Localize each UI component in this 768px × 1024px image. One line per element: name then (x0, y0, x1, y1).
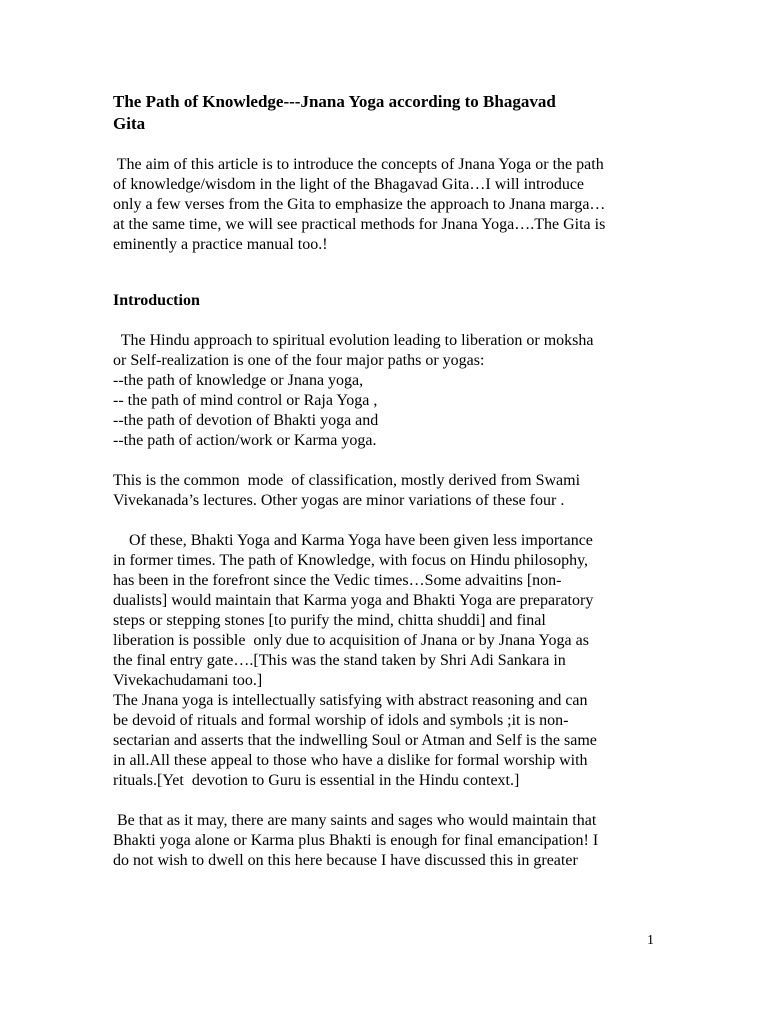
text-line: dualists] would maintain that Karma yoga and Bhakti Yoga are preparatory (113, 592, 594, 609)
text-line: only a few verses from the Gita to emphasize the approach to Jnana marga… (113, 196, 606, 213)
text-line: eminently a practice manual too.! (113, 236, 328, 253)
text-line: The Jnana yoga is intellectually satisfying with abstract reasoning and can (113, 692, 588, 709)
text-line: steps or stepping stones [to purify the mind, chitta shuddi] and final (113, 612, 546, 629)
text-line: Of these, Bhakti Yoga and Karma Yoga have been given less importance (113, 532, 593, 549)
text-line: This is the common mode of classification, mostly derived from Swami (113, 472, 581, 489)
title-line: The Path of Knowledge---Jnana Yoga according to Bhagavad (113, 92, 556, 111)
paragraph (113, 531, 653, 791)
intro-paragraph (113, 155, 653, 255)
text-line: do not wish to dwell on this here because I have discussed this in greater (113, 852, 578, 869)
text-line: rituals.[Yet devotion to Guru is essential in the Hindu context.] (113, 772, 520, 789)
text-line: Bhakti yoga alone or Karma plus Bhakti is enough for final emancipation! I (113, 832, 599, 849)
text-line: Be that as it may, there are many saints and sages who would maintain that (113, 812, 597, 829)
text-line: the final entry gate….[This was the stand taken by Shri Adi Sankara in (113, 652, 566, 669)
section-heading: Introduction (113, 292, 200, 309)
text-line: Vivekachudamani too.] (113, 672, 263, 689)
text-line: -- the path of mind control or Raja Yoga , (113, 392, 378, 409)
paragraph (113, 471, 653, 511)
text-line: The aim of this article is to introduce the concepts of Jnana Yoga or the path (113, 156, 604, 173)
text-line: in former times. The path of Knowledge, with focus on Hindu philosophy, (113, 552, 589, 569)
text-line: --the path of action/work or Karma yoga. (113, 432, 377, 449)
text-line: or Self-realization is one of the four major paths or yogas: (113, 352, 485, 369)
text-line: in all.All these appeal to those who have a dislike for formal worship with (113, 752, 588, 769)
text-line: be devoid of rituals and formal worship of idols and symbols ;it is non- (113, 712, 569, 729)
text-line: --the path of devotion of Bhakti yoga and (113, 412, 379, 429)
text-line: liberation is possible only due to acquisition of Jnana or by Jnana Yoga as (113, 632, 589, 649)
text-line: has been in the forefront since the Vedic times…Some advaitins [non- (113, 572, 562, 589)
paragraph (113, 811, 653, 871)
text-line: Vivekanada’s lectures. Other yogas are minor variations of these four . (113, 492, 565, 509)
document-body (113, 91, 653, 871)
document-title (113, 91, 653, 135)
page-number: 1 (647, 933, 654, 948)
paragraph (113, 331, 653, 451)
text-line: at the same time, we will see practical methods for Jnana Yoga….The Gita is (113, 216, 606, 233)
text-line: --the path of knowledge or Jnana yoga, (113, 372, 364, 389)
text-line: of knowledge/wisdom in the light of the Bhagavad Gita…I will introduce (113, 176, 585, 193)
title-line: Gita (113, 114, 146, 133)
text-line: The Hindu approach to spiritual evolution leading to liberation or moksha (113, 332, 594, 349)
text-line: sectarian and asserts that the indwelling Soul or Atman and Self is the same (113, 732, 597, 749)
